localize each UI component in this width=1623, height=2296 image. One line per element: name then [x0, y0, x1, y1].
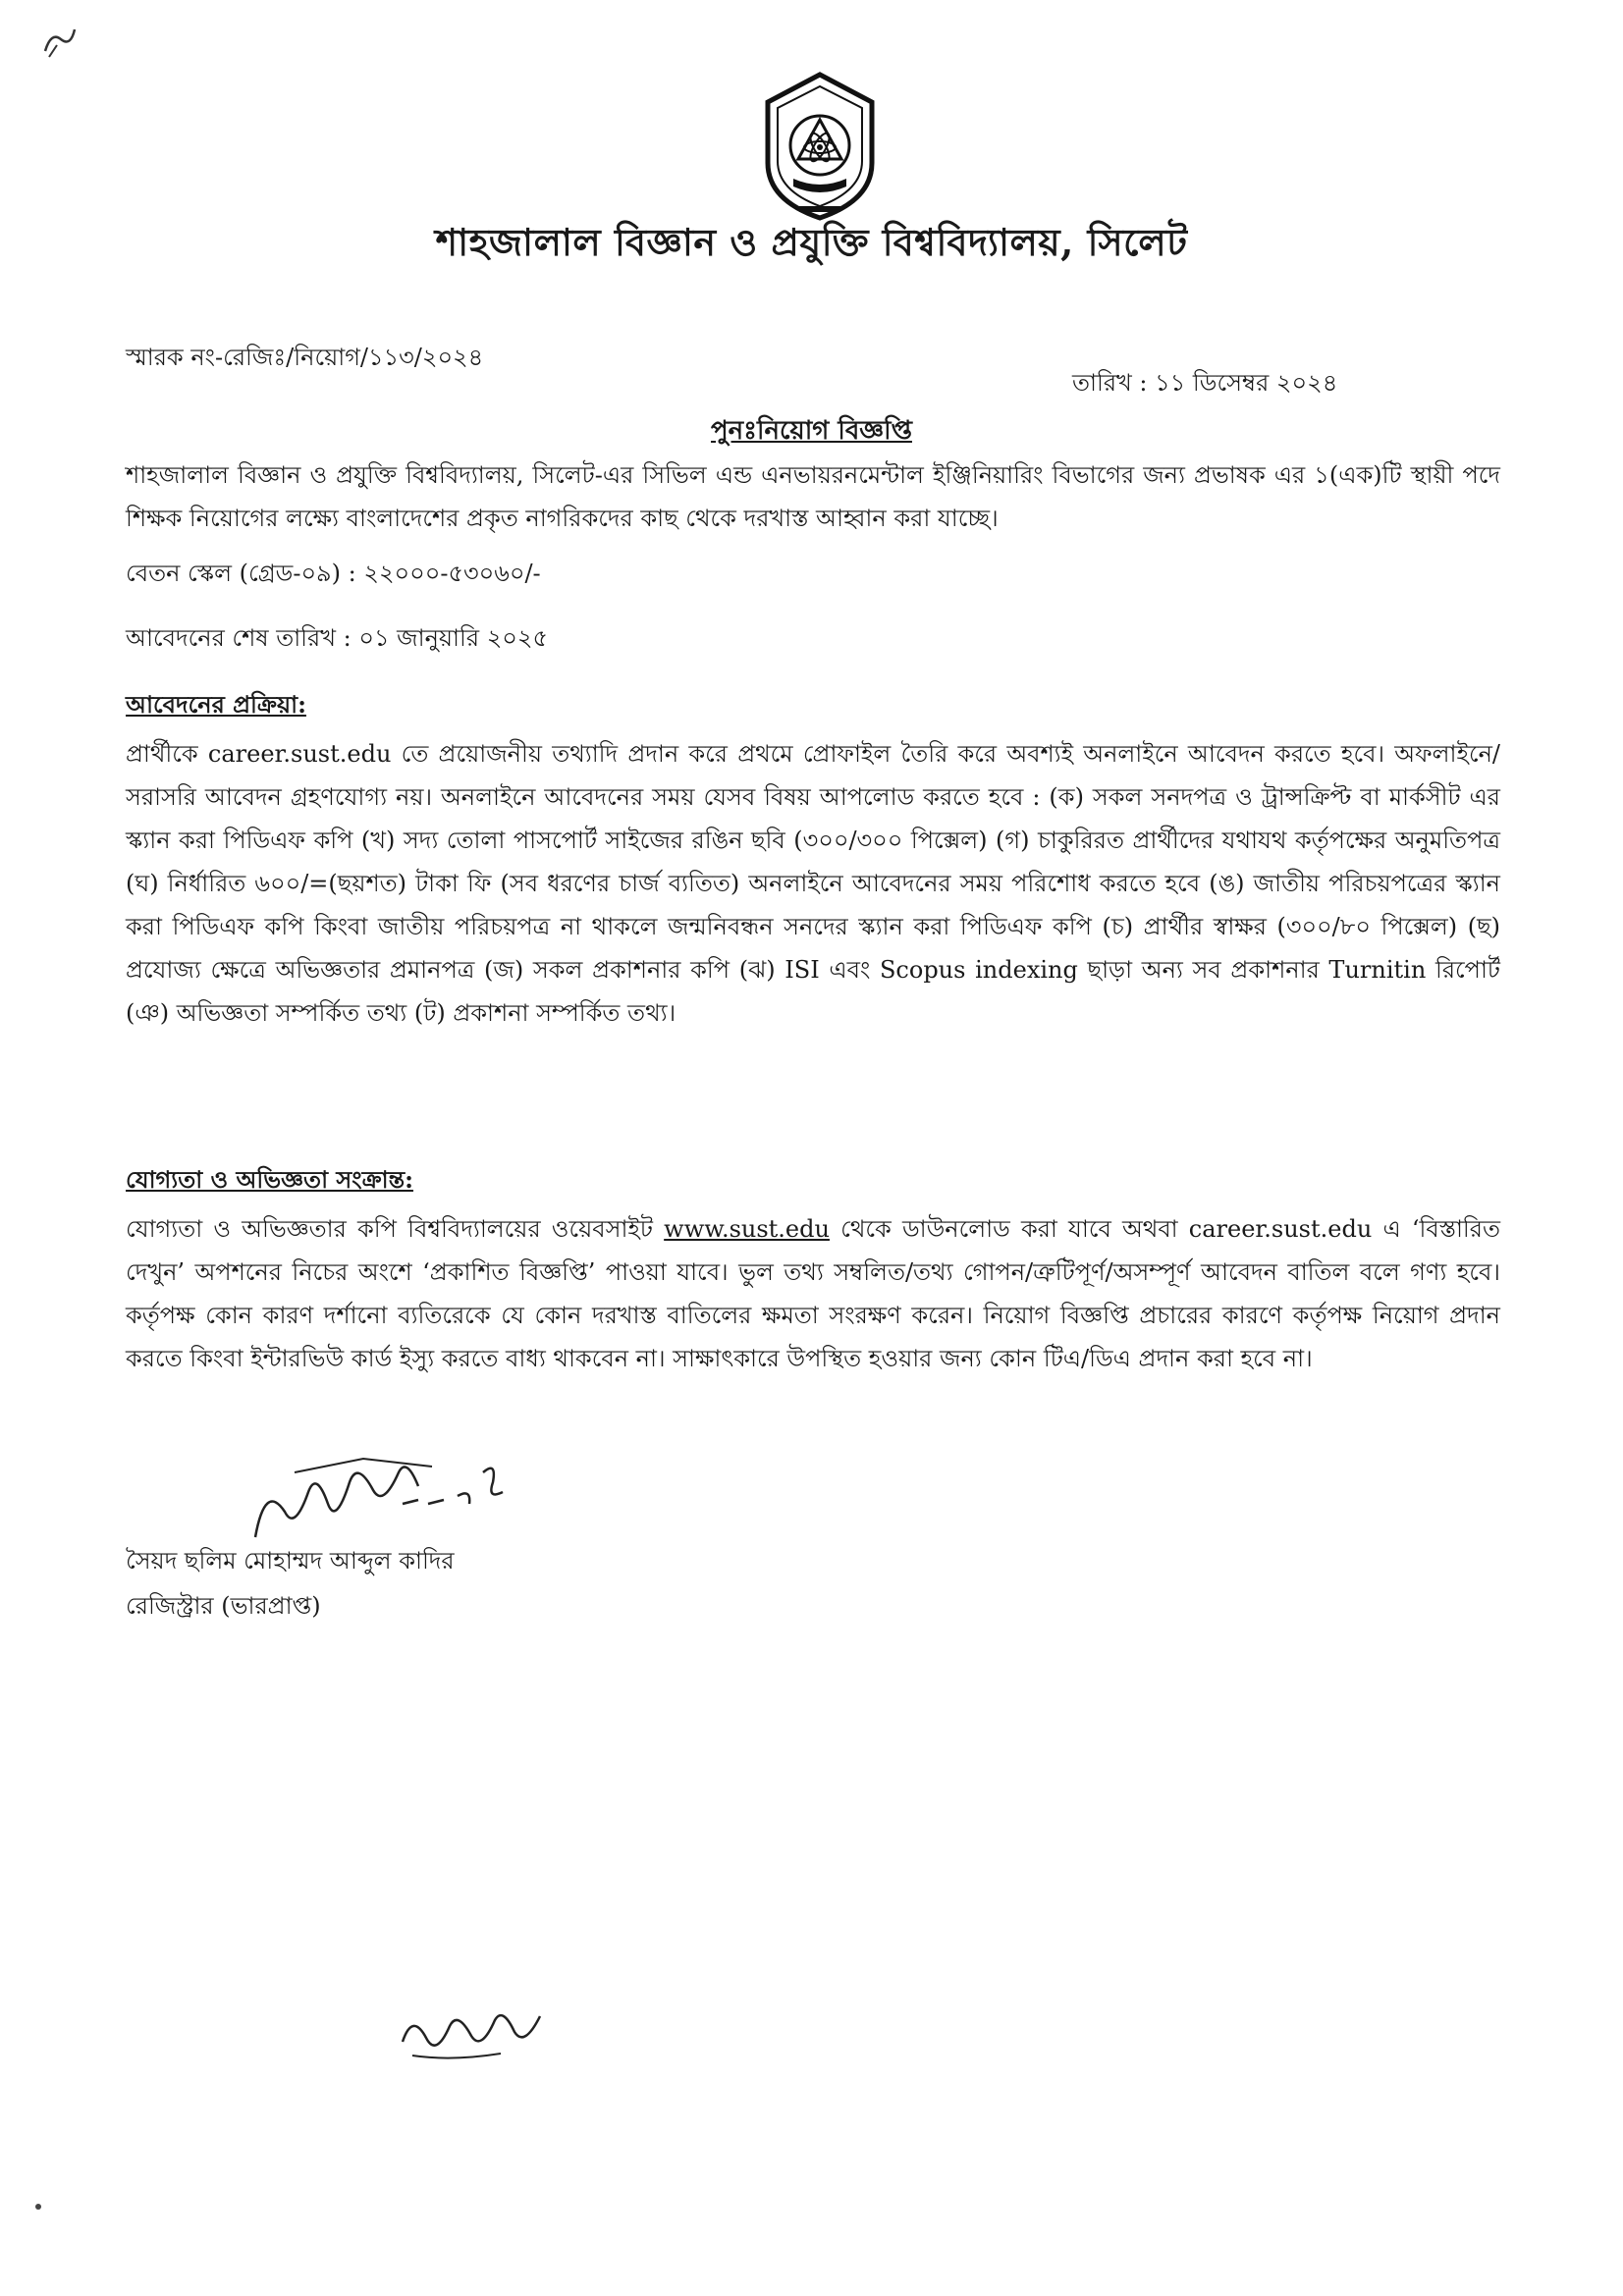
handwritten-signature: [226, 1443, 540, 1551]
corner-scribble-mark: [39, 22, 79, 61]
university-title: শাহজালাল বিজ্ঞান ও প্রযুক্তি বিশ্ববিদ্যালয়, সিলেট: [435, 220, 1188, 264]
qualification-text-rest: থেকে ডাউনলোড করা যাবে অথবা career.sust.edu এ ‘বিস্তারিত দেখুন’ অপশনের নিচের অংশে ‘প্রকাশিত বিজ্ঞপ্তি’ পাওয়া যাবে। ভুল তথ্য সম্বলিত/তথ্য গোপন/ত্রুটিপূর্ণ/অসম্পূর্ণ আবেদন বাতিল বলে গণ্য হবে। কর্তৃপক্ষ কোন কারণ দর্শানো ব্যতিরেকে যে কোন দরখাস্ত বাতিলের ক্ষমতা সংরক্ষণ করেন। নিয়োগ বিজ্ঞপ্তি প্রচারের কারণে কর্তৃপক্ষ নিয়োগ প্রদান করতে কিংবা ইন্টারভিউ কার্ড ইস্যু করতে বাধ্য থাকবেন না। সাক্ষাৎকারে উপস্থিত হওয়ার জন্য কোন টিএ/ডিএ প্রদান করা হবে না।: [126, 1215, 1501, 1372]
notice-title: পুনঃনিয়োগ বিজ্ঞপ্তি: [711, 416, 912, 446]
qualification-heading: যোগ্যতা ও অভিজ্ঞতা সংক্রান্ত:: [126, 1165, 413, 1194]
website-link[interactable]: www.sust.edu: [664, 1215, 830, 1243]
signatory-name: সৈয়দ ছলিম মোহাম্মদ আব্দুল কাদির: [126, 1547, 455, 1575]
notice-date: তারিখ : ১১ ডিসেম্বর ২০২৪: [1072, 369, 1338, 397]
signatory-designation: রেজিস্ট্রার (ভারপ্রাপ্ত): [126, 1592, 321, 1620]
qualification-paragraph: [126, 1207, 1500, 1380]
application-process-heading: আবেদনের প্রক্রিয়া:: [126, 690, 306, 719]
application-process-paragraph: প্রার্থীকে career.sust.edu তে প্রয়োজনীয় তথ্যাদি প্রদান করে প্রথমে প্রোফাইল তৈরি করে অবশ্যই অনলাইনে আবেদন করতে হবে। অফলাইনে/সরাসরি আবেদন গ্রহণযোগ্য নয়। অনলাইনে আবেদনের সময় যেসব বিষয় আপলোড করতে হবে : (ক) সকল সনদপত্র ও ট্রান্সক্রিপ্ট বা মার্কসীট এর স্ক্যান করা পিডিএফ কপি (খ) সদ্য তোলা পাসপোর্ট সাইজের রঙিন ছবি (৩০০/৩০০ পিক্সেল) (গ) চাকুরিরত প্রার্থীদের যথাযথ কর্তৃপক্ষের অনুমতিপত্র (ঘ) নির্ধারিত ৬০০/=(ছয়শত) টাকা ফি (সব ধরণের চার্জ ব্যতিত) অনলাইনে আবেদনের সময় পরিশোধ করতে হবে (ঙ) জাতীয় পরিচয়পত্রের স্ক্যান করা পিডিএফ কপি কিংবা জাতীয় পরিচয়পত্র না থাকলে জন্মনিবন্ধন সনদের স্ক্যান করা পিডিএফ কপি (চ) প্রার্থীর স্বাক্ষর (৩০০/৮০ পিক্সেল) (ছ) প্রযোজ্য ক্ষেত্রে অভিজ্ঞতার প্রমানপত্র (জ) সকল প্রকাশনার কপি (ঝ) ISI এবং Scopus indexing ছাড়া অন্য সব প্রকাশনার Turnitin রিপোর্ট (ঞ) অভিজ্ঞতা সম্পর্কিত তথ্য (ট) প্রকাশনা সম্পর্কিত তথ্য।: [126, 740, 1500, 1027]
memo-number: স্মারক নং-রেজিঃ/নিয়োগ/১১৩/২০২৪: [126, 344, 484, 371]
application-deadline: আবেদনের শেষ তারিখ : ০১ জানুয়ারি ২০২৫: [126, 624, 549, 652]
handwritten-initials: [393, 1993, 569, 2071]
scan-speck: [35, 2204, 41, 2210]
university-seal-icon: [756, 69, 884, 226]
salary-scale: বেতন স্কেল (গ্রেড-০৯) : ২২০০০-৫৩০৬০/-: [126, 560, 541, 587]
intro-paragraph: শাহজালাল বিজ্ঞান ও প্রযুক্তি বিশ্ববিদ্যালয়, সিলেট-এর সিভিল এন্ড এনভায়রনমেন্টাল ইঞ্জিনিয়ারিং বিভাগের জন্য প্রভাষক এর ১(এক)টি স্থায়ী পদে শিক্ষক নিয়োগের লক্ষ্যে বাংলাদেশের প্রকৃত নাগরিকদের কাছ থেকে দরখাস্ত আহ্বান করা যাচ্ছে।: [126, 461, 1500, 532]
qualification-text-start: যোগ্যতা ও অভিজ্ঞতার কপি বিশ্ববিদ্যালয়ের ওয়েবসাইট: [126, 1215, 665, 1243]
